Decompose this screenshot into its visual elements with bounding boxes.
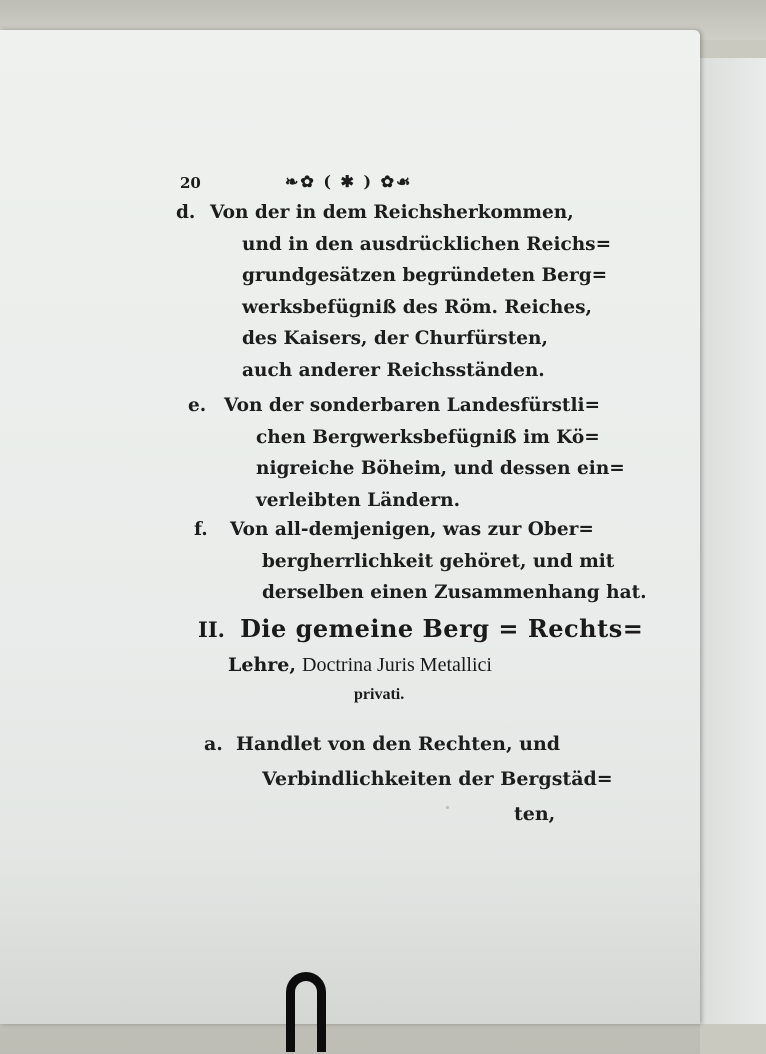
- entry-line: derselben einen Zusammenhang hat.: [262, 582, 647, 603]
- entry-line: nigreiche Böheim, und dessen ein=: [256, 458, 625, 479]
- page-number: 20: [180, 174, 201, 192]
- entry-a: [204, 727, 613, 832]
- entry-line: werksbefügniß des Röm. Reiches,: [242, 296, 592, 318]
- entry-marker: e.: [188, 395, 207, 416]
- section-marker: II.: [198, 617, 225, 642]
- entry-line: verleibten Ländern.: [256, 489, 461, 511]
- entry-e: [188, 390, 625, 516]
- entry-line: und in den ausdrücklichen Reichs=: [242, 233, 612, 255]
- entry-line: auch anderer Reichsständen.: [242, 359, 545, 381]
- running-head-ornament: ❧✿ ( ✱ ) ✿☙: [285, 172, 413, 191]
- entry-line: Handlet von den Rechten, und: [236, 733, 561, 755]
- page-header: [180, 172, 440, 196]
- entry-line: Von der in dem Reichsherkommen,: [210, 202, 574, 223]
- binding-ring: [286, 972, 326, 1052]
- next-page-edge: [690, 58, 766, 1024]
- section-subtitle-latin: Doctrina Juris Metallici: [302, 654, 492, 676]
- section-subtitle-fraktur: Lehre,: [228, 654, 296, 676]
- section-title: Die gemeine Berg = Rechts=: [240, 614, 644, 643]
- paper-speck: [446, 806, 449, 809]
- entry-f: [194, 514, 647, 609]
- page-shadow: [0, 850, 700, 1054]
- section-subtitle-end: privati.: [354, 686, 405, 703]
- entry-line: Verbindlichkeiten der Bergstäd=: [262, 768, 613, 790]
- entry-line: chen Bergwerksbefügniß im Kö=: [256, 426, 600, 448]
- entry-line: bergherrlichkeit gehöret, und mit: [262, 550, 615, 572]
- section-subtitle: [228, 654, 492, 677]
- entry-d: [176, 197, 611, 386]
- entry-line: des Kaisers, der Churfürsten,: [242, 328, 548, 349]
- section-ii: [198, 614, 644, 714]
- entry-line: Von all-demjenigen, was zur Ober=: [230, 519, 594, 540]
- entry-line: ten,: [514, 803, 556, 825]
- entry-marker: f.: [194, 519, 208, 540]
- entry-line: grundgesätzen begründeten Berg=: [242, 265, 608, 286]
- entry-marker: d.: [176, 202, 196, 223]
- entry-line: Von der sonderbaren Landesfürstli=: [224, 395, 601, 416]
- entry-marker: a.: [204, 733, 223, 755]
